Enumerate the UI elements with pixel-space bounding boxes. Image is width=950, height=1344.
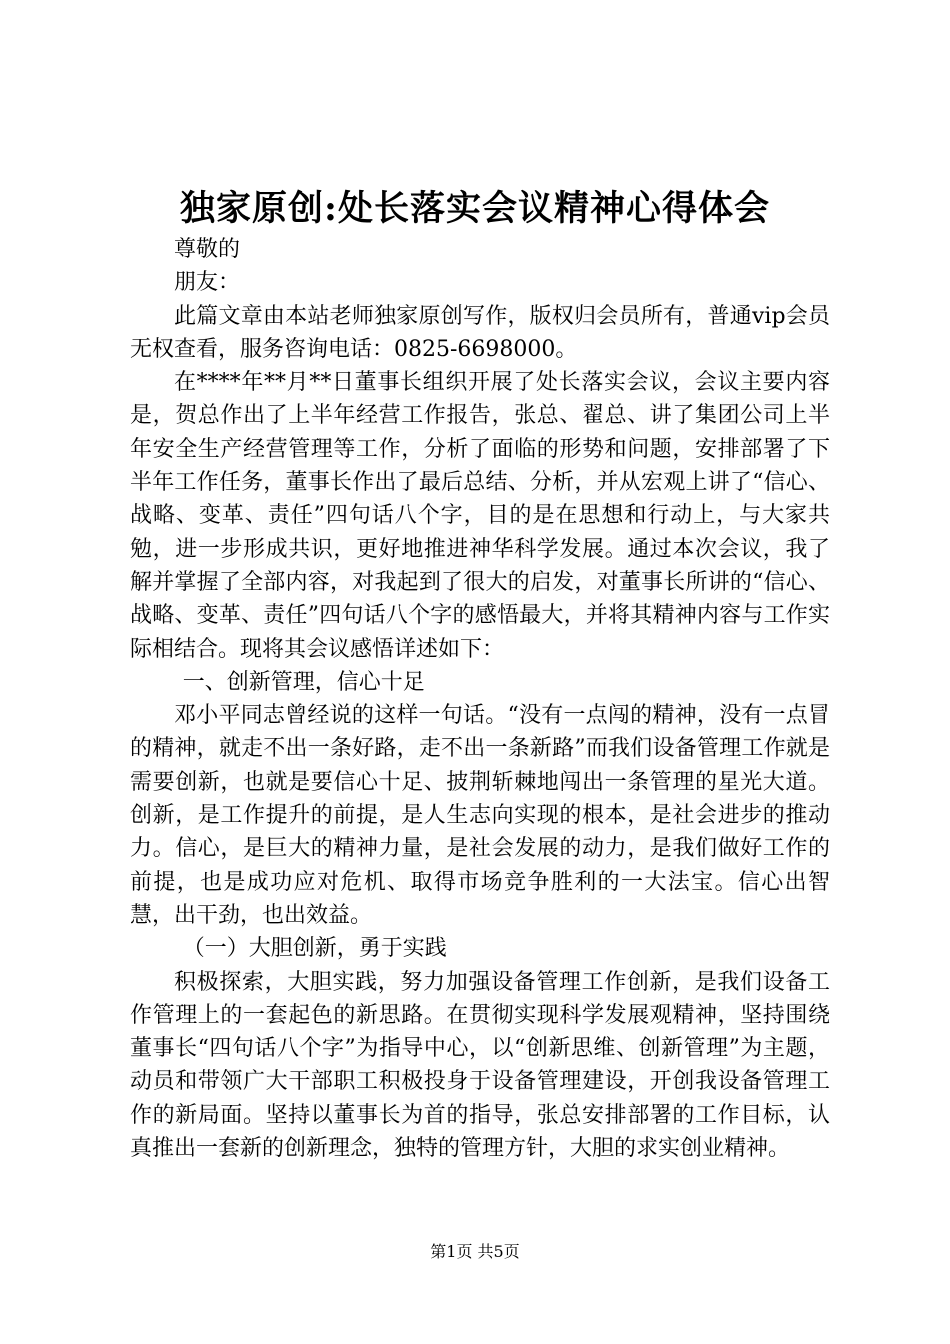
section-heading-1: 一、创新管理，信心十足 [182, 669, 425, 695]
subsection-heading-1: （一）大胆创新，勇于实践 [182, 936, 447, 962]
salutation-line-2: 朋友： [174, 270, 241, 296]
document-body [130, 233, 830, 1165]
salutation-line-1: 尊敬的 [174, 237, 241, 262]
page-number-footer: 第1页 共5页 [430, 1242, 520, 1261]
innovation-paragraph: 邓小平同志曾经说的这样一句话。“没有一点闯的精神，没有一点冒的精神，就走不出一条好路，走不出一条新路”而我们设备管理工作就是需要创新，也就是要信心十足、披荆斩棘地闯出一条管理的星光大道。创新，是工作提升的前提，是人生志向实现的根本，是社会进步的推动力。信心，是巨大的精神力量，是社会发展的动力，是我们做好工作的前提，也是成功应对危机、取得市场竞争胜利的一大法宝。信心出智慧，出干劲，也出效益。 [130, 703, 830, 928]
copyright-notice-paragraph: 此篇文章由本站老师独家原创写作，版权归会员所有，普通vip会员无权查看，服务咨询电话：0825-6698000。 [130, 303, 830, 362]
document-title: 独家原创:处长落实会议精神心得体会 [180, 188, 770, 229]
practice-paragraph: 积极探索，大胆实践，努力加强设备管理工作创新，是我们设备工作管理上的一套起色的新思路。在贯彻实现科学发展观精神，坚持围绕董事长“四句话八个字”为指导中心，以“创新思维、创新管理”为主题，动员和带领广大干部职工积极投身于设备管理建设，开创我设备管理工作的新局面。坚持以董事长为首的指导，张总安排部署的工作目标，认真推出一套新的创新理念，独特的管理方针，大胆的求实创业精神。 [130, 969, 830, 1162]
meeting-summary-paragraph: 在****年**月**日董事长组织开展了处长落实会议，会议主要内容是，贺总作出了上半年经营工作报告，张总、翟总、讲了集团公司上半年安全生产经营管理等工作，分析了面临的形势和问题，安排部署了下半年工作任务，董事长作出了最后总结、分析，并从宏观上讲了“信心、战略、变革、责任”四句话八个字，目的是在思想和行动上，与大家共勉，进一步形成共识，更好地推进神华科学发展。通过本次会议，我了解并掌握了全部内容，对我起到了很大的启发，对董事长所讲的“信心、战略、变革、责任”四句话八个字的感悟最大，并将其精神内容与工作实际相结合。现将其会议感悟详述如下： [130, 370, 830, 662]
